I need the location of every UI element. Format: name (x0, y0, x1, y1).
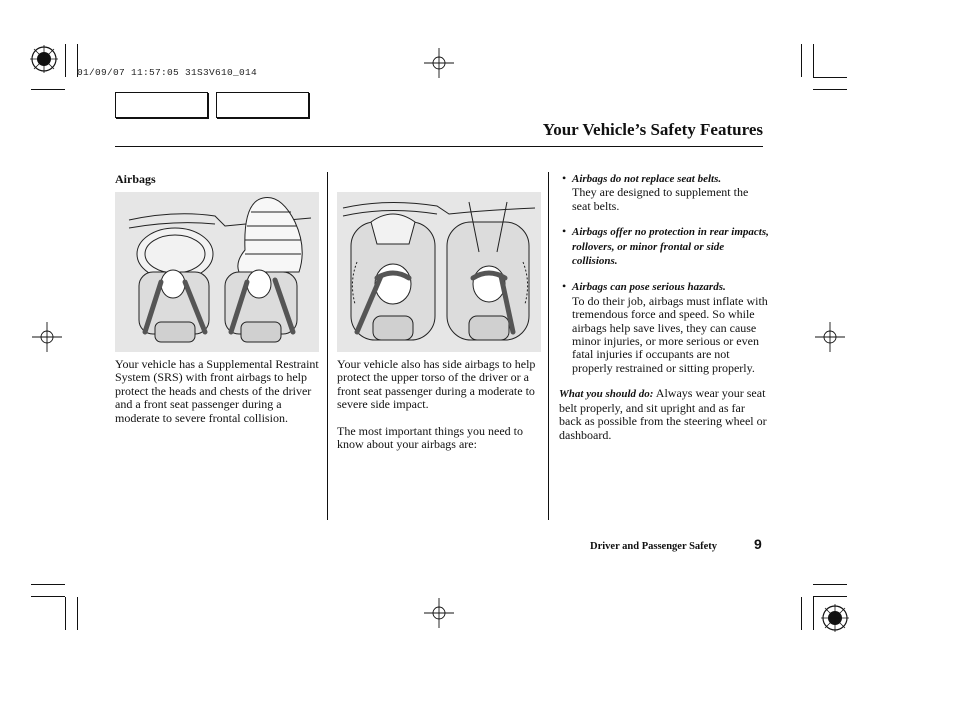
bullet-icon: • (562, 279, 567, 294)
bullet-item (559, 280, 769, 375)
crosshair-icon (424, 48, 454, 78)
middle-column-text (337, 358, 543, 451)
section-heading: Airbags (115, 172, 156, 186)
bullet-bold-text: Airbags do not replace seat belts. (572, 173, 722, 185)
bullet-icon: • (562, 171, 567, 185)
column-divider (548, 172, 549, 520)
right-column-text (559, 172, 769, 442)
column-divider (327, 172, 328, 520)
footer-section-name: Driver and Passenger Safety (590, 541, 718, 552)
srs-paragraph: Your vehicle has a Supplemental Restraint System (SRS) with front airbags to help protect the heads and chests of the driver and a front seat passenger during a moderate to severe frontal collision. (115, 357, 319, 425)
crosshair-icon (815, 322, 845, 352)
registration-mark-icon (820, 603, 850, 633)
left-column-text (115, 358, 325, 425)
bullet-text: They are designed to supplement the seat belts. (572, 185, 749, 213)
bullet-icon: • (562, 224, 567, 239)
nav-tab-box-2[interactable] (216, 92, 309, 118)
nav-tab-box-1[interactable] (115, 92, 208, 118)
crosshair-icon (32, 322, 62, 352)
bullet-text: To do their job, airbags must inflate with tremendous force and speed. So while airbags help save lives, they can cause minor injuries, or more serious or even fatal injuries if occupants are not properly restrained or sitting properly. (572, 293, 768, 375)
bullet-bold-text: Airbags can pose serious hazards. (572, 281, 726, 294)
bullet-item (559, 225, 769, 268)
important-things-paragraph: The most important things you need to know about your airbags are: (337, 423, 523, 452)
what-you-should-do-label: What you should do: (559, 388, 654, 401)
side-airbags-paragraph: Your vehicle also has side airbags to help protect the upper torso of the driver or a front seat passenger during a moderate to severe side impact. (337, 357, 536, 412)
front-airbags-illustration (115, 192, 319, 352)
print-stamp: 01/09/07 11:57:05 31S3V610_014 (77, 67, 258, 78)
page-number: 9 (754, 536, 762, 552)
bullet-bold-text: Airbags offer no protection in rear impacts, rollovers, or minor frontal or side collisions. (572, 226, 769, 268)
what-you-should-do-text: Always wear your seat belt properly, and sit upright and as far back as possible from the steering wheel or dashboard. (559, 386, 767, 442)
page-title: Your Vehicle’s Safety Features (542, 120, 763, 139)
crosshair-icon (424, 598, 454, 628)
side-airbags-illustration (337, 192, 541, 352)
what-you-should-do-paragraph (559, 387, 769, 442)
header-rule (115, 146, 763, 147)
bullet-item (559, 172, 769, 213)
registration-mark-icon (29, 44, 59, 74)
